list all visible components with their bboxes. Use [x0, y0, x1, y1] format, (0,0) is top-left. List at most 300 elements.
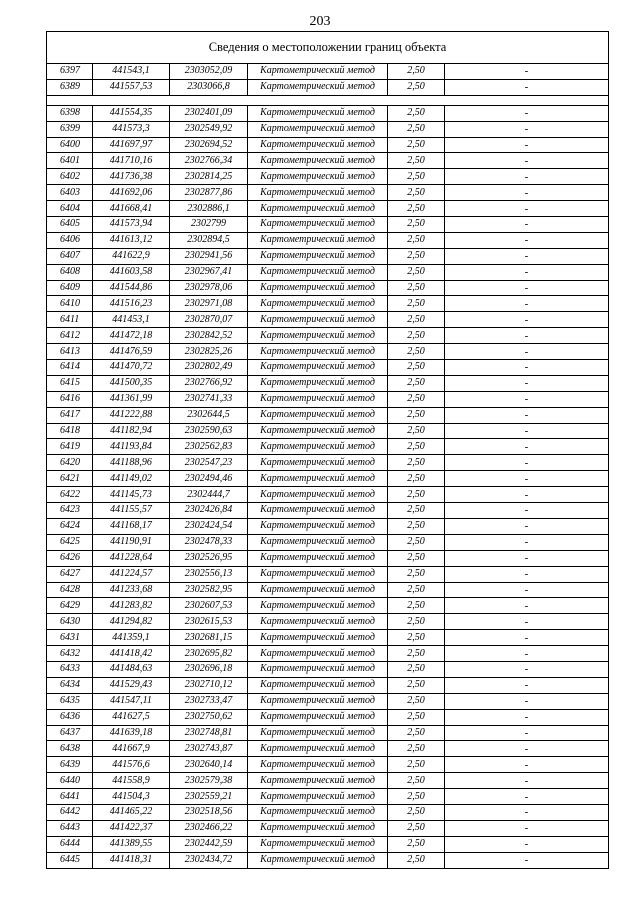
method-cell: Картометрический метод	[248, 503, 388, 519]
x-coordinate-cell: 441504,3	[93, 789, 170, 805]
point-number-cell: 6399	[47, 121, 93, 137]
x-coordinate-cell: 441233,68	[93, 582, 170, 598]
table-row	[47, 630, 609, 646]
method-cell: Картометрический метод	[248, 534, 388, 550]
table-row	[47, 804, 609, 820]
x-coordinate-cell: 441603,58	[93, 264, 170, 280]
description-cell: -	[445, 518, 609, 534]
method-cell: Картометрический метод	[248, 646, 388, 662]
table-row	[47, 741, 609, 757]
table-row	[47, 391, 609, 407]
accuracy-cell: 2,50	[388, 550, 445, 566]
point-number-cell: 6406	[47, 232, 93, 248]
table-row	[47, 312, 609, 328]
accuracy-cell: 2,50	[388, 64, 445, 80]
point-number-cell: 6410	[47, 296, 93, 312]
description-cell: -	[445, 79, 609, 95]
description-cell: -	[445, 169, 609, 185]
x-coordinate-cell: 441547,11	[93, 693, 170, 709]
method-cell: Картометрический метод	[248, 217, 388, 233]
y-coordinate-cell: 2302559,21	[170, 789, 248, 805]
description-cell: -	[445, 280, 609, 296]
accuracy-cell: 2,50	[388, 217, 445, 233]
method-cell: Картометрический метод	[248, 439, 388, 455]
method-cell: Картометрический метод	[248, 360, 388, 376]
description-cell: -	[445, 185, 609, 201]
x-coordinate-cell: 441627,5	[93, 709, 170, 725]
y-coordinate-cell: 2302644,5	[170, 407, 248, 423]
point-number-cell: 6420	[47, 455, 93, 471]
method-cell: Картометрический метод	[248, 423, 388, 439]
x-coordinate-cell: 441422,37	[93, 820, 170, 836]
point-number-cell: 6434	[47, 677, 93, 693]
table-row	[47, 487, 609, 503]
accuracy-cell: 2,50	[388, 439, 445, 455]
x-coordinate-cell: 441543,1	[93, 64, 170, 80]
table-row	[47, 79, 609, 95]
method-cell: Картометрический метод	[248, 471, 388, 487]
description-cell: -	[445, 630, 609, 646]
description-cell: -	[445, 232, 609, 248]
section-title: Сведения о местоположении границ объекта	[47, 32, 609, 64]
table-row	[47, 789, 609, 805]
point-number-cell: 6443	[47, 820, 93, 836]
y-coordinate-cell: 2302842,52	[170, 328, 248, 344]
description-cell: -	[445, 407, 609, 423]
method-cell: Картометрический метод	[248, 201, 388, 217]
description-cell: -	[445, 582, 609, 598]
method-cell: Картометрический метод	[248, 344, 388, 360]
y-coordinate-cell: 2302547,23	[170, 455, 248, 471]
accuracy-cell: 2,50	[388, 709, 445, 725]
point-number-cell: 6435	[47, 693, 93, 709]
description-cell: -	[445, 646, 609, 662]
point-number-cell: 6411	[47, 312, 93, 328]
table-row	[47, 677, 609, 693]
table-row	[47, 375, 609, 391]
x-coordinate-cell: 441228,64	[93, 550, 170, 566]
accuracy-cell: 2,50	[388, 312, 445, 328]
description-cell: -	[445, 153, 609, 169]
method-cell: Картометрический метод	[248, 407, 388, 423]
description-cell: -	[445, 757, 609, 773]
description-cell: -	[445, 217, 609, 233]
method-cell: Картометрический метод	[248, 153, 388, 169]
accuracy-cell: 2,50	[388, 232, 445, 248]
method-cell: Картометрический метод	[248, 661, 388, 677]
accuracy-cell: 2,50	[388, 582, 445, 598]
y-coordinate-cell: 2302526,95	[170, 550, 248, 566]
y-coordinate-cell: 2302640,14	[170, 757, 248, 773]
x-coordinate-cell: 441182,94	[93, 423, 170, 439]
x-coordinate-cell: 441710,16	[93, 153, 170, 169]
description-cell: -	[445, 264, 609, 280]
point-number-cell: 6419	[47, 439, 93, 455]
point-number-cell: 6415	[47, 375, 93, 391]
method-cell: Картометрический метод	[248, 79, 388, 95]
point-number-cell: 6400	[47, 137, 93, 153]
x-coordinate-cell: 441476,59	[93, 344, 170, 360]
y-coordinate-cell: 2302886,1	[170, 201, 248, 217]
method-cell: Картометрический метод	[248, 248, 388, 264]
accuracy-cell: 2,50	[388, 121, 445, 137]
y-coordinate-cell: 2302562,83	[170, 439, 248, 455]
point-number-cell: 6430	[47, 614, 93, 630]
accuracy-cell: 2,50	[388, 789, 445, 805]
point-number-cell: 6432	[47, 646, 93, 662]
accuracy-cell: 2,50	[388, 455, 445, 471]
accuracy-cell: 2,50	[388, 201, 445, 217]
accuracy-cell: 2,50	[388, 264, 445, 280]
y-coordinate-cell: 2302478,33	[170, 534, 248, 550]
method-cell: Картометрический метод	[248, 137, 388, 153]
y-coordinate-cell: 2302681,15	[170, 630, 248, 646]
y-coordinate-cell: 2302401,09	[170, 105, 248, 121]
y-coordinate-cell: 2302590,63	[170, 423, 248, 439]
accuracy-cell: 2,50	[388, 566, 445, 582]
method-cell: Картометрический метод	[248, 105, 388, 121]
description-cell: -	[445, 598, 609, 614]
method-cell: Картометрический метод	[248, 820, 388, 836]
table-row	[47, 550, 609, 566]
table-row	[47, 185, 609, 201]
accuracy-cell: 2,50	[388, 852, 445, 868]
table-row	[47, 264, 609, 280]
method-cell: Картометрический метод	[248, 836, 388, 852]
x-coordinate-cell: 441484,63	[93, 661, 170, 677]
point-number-cell: 6439	[47, 757, 93, 773]
y-coordinate-cell: 2302814,25	[170, 169, 248, 185]
table-row	[47, 503, 609, 519]
x-coordinate-cell: 441155,57	[93, 503, 170, 519]
point-number-cell: 6413	[47, 344, 93, 360]
accuracy-cell: 2,50	[388, 598, 445, 614]
description-cell: -	[445, 328, 609, 344]
accuracy-cell: 2,50	[388, 614, 445, 630]
section-header-row	[47, 32, 609, 64]
description-cell: -	[445, 360, 609, 376]
point-number-cell: 6402	[47, 169, 93, 185]
table-row	[47, 582, 609, 598]
table-row	[47, 471, 609, 487]
x-coordinate-cell: 441697,97	[93, 137, 170, 153]
table-divider-row	[47, 95, 609, 105]
method-cell: Картометрический метод	[248, 185, 388, 201]
method-cell: Картометрический метод	[248, 550, 388, 566]
accuracy-cell: 2,50	[388, 407, 445, 423]
y-coordinate-cell: 2302710,12	[170, 677, 248, 693]
coordinates-table	[46, 31, 609, 869]
x-coordinate-cell: 441149,02	[93, 471, 170, 487]
y-coordinate-cell: 2302607,53	[170, 598, 248, 614]
method-cell: Картометрический метод	[248, 566, 388, 582]
point-number-cell: 6437	[47, 725, 93, 741]
table-row	[47, 820, 609, 836]
x-coordinate-cell: 441554,35	[93, 105, 170, 121]
y-coordinate-cell: 2302799	[170, 217, 248, 233]
description-cell: -	[445, 105, 609, 121]
point-number-cell: 6401	[47, 153, 93, 169]
y-coordinate-cell: 2302802,49	[170, 360, 248, 376]
y-coordinate-cell: 2302978,06	[170, 280, 248, 296]
accuracy-cell: 2,50	[388, 646, 445, 662]
table-row	[47, 455, 609, 471]
y-coordinate-cell: 2302434,72	[170, 852, 248, 868]
y-coordinate-cell: 2302442,59	[170, 836, 248, 852]
method-cell: Картометрический метод	[248, 518, 388, 534]
x-coordinate-cell: 441222,88	[93, 407, 170, 423]
accuracy-cell: 2,50	[388, 360, 445, 376]
table-row	[47, 137, 609, 153]
accuracy-cell: 2,50	[388, 105, 445, 121]
table-row	[47, 725, 609, 741]
method-cell: Картометрический метод	[248, 677, 388, 693]
accuracy-cell: 2,50	[388, 79, 445, 95]
point-number-cell: 6404	[47, 201, 93, 217]
accuracy-cell: 2,50	[388, 630, 445, 646]
x-coordinate-cell: 441613,12	[93, 232, 170, 248]
point-number-cell: 6423	[47, 503, 93, 519]
y-coordinate-cell: 2302766,92	[170, 375, 248, 391]
y-coordinate-cell: 2302556,13	[170, 566, 248, 582]
method-cell: Картометрический метод	[248, 741, 388, 757]
accuracy-cell: 2,50	[388, 185, 445, 201]
table-row	[47, 693, 609, 709]
accuracy-cell: 2,50	[388, 804, 445, 820]
accuracy-cell: 2,50	[388, 169, 445, 185]
description-cell: -	[445, 503, 609, 519]
point-number-cell: 6414	[47, 360, 93, 376]
point-number-cell: 6445	[47, 852, 93, 868]
y-coordinate-cell: 2302444,7	[170, 487, 248, 503]
x-coordinate-cell: 441359,1	[93, 630, 170, 646]
accuracy-cell: 2,50	[388, 661, 445, 677]
divider-cell	[47, 95, 609, 105]
description-cell: -	[445, 391, 609, 407]
table-row	[47, 153, 609, 169]
y-coordinate-cell: 2302825,26	[170, 344, 248, 360]
point-number-cell: 6417	[47, 407, 93, 423]
y-coordinate-cell: 2302466,22	[170, 820, 248, 836]
point-number-cell: 6424	[47, 518, 93, 534]
accuracy-cell: 2,50	[388, 693, 445, 709]
point-number-cell: 6433	[47, 661, 93, 677]
method-cell: Картометрический метод	[248, 391, 388, 407]
method-cell: Картометрический метод	[248, 709, 388, 725]
accuracy-cell: 2,50	[388, 503, 445, 519]
x-coordinate-cell: 441544,86	[93, 280, 170, 296]
accuracy-cell: 2,50	[388, 375, 445, 391]
description-cell: -	[445, 661, 609, 677]
description-cell: -	[445, 137, 609, 153]
table-row	[47, 852, 609, 868]
description-cell: -	[445, 375, 609, 391]
point-number-cell: 6397	[47, 64, 93, 80]
accuracy-cell: 2,50	[388, 423, 445, 439]
method-cell: Картометрический метод	[248, 121, 388, 137]
point-number-cell: 6412	[47, 328, 93, 344]
x-coordinate-cell: 441389,55	[93, 836, 170, 852]
description-cell: -	[445, 344, 609, 360]
y-coordinate-cell: 2302870,07	[170, 312, 248, 328]
x-coordinate-cell: 441667,9	[93, 741, 170, 757]
point-number-cell: 6409	[47, 280, 93, 296]
description-cell: -	[445, 248, 609, 264]
accuracy-cell: 2,50	[388, 741, 445, 757]
method-cell: Картометрический метод	[248, 852, 388, 868]
x-coordinate-cell: 441188,96	[93, 455, 170, 471]
y-coordinate-cell: 2302695,82	[170, 646, 248, 662]
point-number-cell: 6405	[47, 217, 93, 233]
description-cell: -	[445, 741, 609, 757]
table-row	[47, 757, 609, 773]
x-coordinate-cell: 441418,42	[93, 646, 170, 662]
table-row	[47, 614, 609, 630]
y-coordinate-cell: 2302696,18	[170, 661, 248, 677]
method-cell: Картометрический метод	[248, 64, 388, 80]
description-cell: -	[445, 820, 609, 836]
table-row	[47, 201, 609, 217]
table-row	[47, 423, 609, 439]
method-cell: Картометрический метод	[248, 614, 388, 630]
x-coordinate-cell: 441145,73	[93, 487, 170, 503]
x-coordinate-cell: 441692,06	[93, 185, 170, 201]
description-cell: -	[445, 836, 609, 852]
x-coordinate-cell: 441668,41	[93, 201, 170, 217]
method-cell: Картометрический метод	[248, 232, 388, 248]
accuracy-cell: 2,50	[388, 677, 445, 693]
x-coordinate-cell: 441529,43	[93, 677, 170, 693]
accuracy-cell: 2,50	[388, 137, 445, 153]
x-coordinate-cell: 441500,35	[93, 375, 170, 391]
page-number: 203	[309, 14, 331, 29]
point-number-cell: 6426	[47, 550, 93, 566]
accuracy-cell: 2,50	[388, 248, 445, 264]
accuracy-cell: 2,50	[388, 344, 445, 360]
y-coordinate-cell: 2302766,34	[170, 153, 248, 169]
method-cell: Картометрический метод	[248, 789, 388, 805]
method-cell: Картометрический метод	[248, 598, 388, 614]
x-coordinate-cell: 441558,9	[93, 773, 170, 789]
description-cell: -	[445, 64, 609, 80]
y-coordinate-cell: 2302615,53	[170, 614, 248, 630]
x-coordinate-cell: 441193,84	[93, 439, 170, 455]
description-cell: -	[445, 725, 609, 741]
x-coordinate-cell: 441557,53	[93, 79, 170, 95]
description-cell: -	[445, 709, 609, 725]
point-number-cell: 6416	[47, 391, 93, 407]
y-coordinate-cell: 2302743,87	[170, 741, 248, 757]
y-coordinate-cell: 2302733,47	[170, 693, 248, 709]
x-coordinate-cell: 441294,82	[93, 614, 170, 630]
table-row	[47, 296, 609, 312]
point-number-cell: 6431	[47, 630, 93, 646]
x-coordinate-cell: 441736,38	[93, 169, 170, 185]
method-cell: Картометрический метод	[248, 773, 388, 789]
description-cell: -	[445, 566, 609, 582]
method-cell: Картометрический метод	[248, 804, 388, 820]
point-number-cell: 6427	[47, 566, 93, 582]
y-coordinate-cell: 2303052,09	[170, 64, 248, 80]
x-coordinate-cell: 441573,3	[93, 121, 170, 137]
accuracy-cell: 2,50	[388, 820, 445, 836]
table-row	[47, 248, 609, 264]
x-coordinate-cell: 441639,18	[93, 725, 170, 741]
y-coordinate-cell: 2302549,92	[170, 121, 248, 137]
x-coordinate-cell: 441576,6	[93, 757, 170, 773]
description-cell: -	[445, 471, 609, 487]
table-row	[47, 328, 609, 344]
table-row	[47, 534, 609, 550]
method-cell: Картометрический метод	[248, 487, 388, 503]
point-number-cell: 6408	[47, 264, 93, 280]
point-number-cell: 6440	[47, 773, 93, 789]
x-coordinate-cell: 441283,82	[93, 598, 170, 614]
y-coordinate-cell: 2302741,33	[170, 391, 248, 407]
description-cell: -	[445, 455, 609, 471]
table-row	[47, 105, 609, 121]
accuracy-cell: 2,50	[388, 836, 445, 852]
table-row	[47, 360, 609, 376]
point-number-cell: 6389	[47, 79, 93, 95]
y-coordinate-cell: 2302748,81	[170, 725, 248, 741]
table-row	[47, 773, 609, 789]
table-row	[47, 518, 609, 534]
description-cell: -	[445, 312, 609, 328]
table-row	[47, 598, 609, 614]
point-number-cell: 6438	[47, 741, 93, 757]
table-row	[47, 566, 609, 582]
point-number-cell: 6398	[47, 105, 93, 121]
method-cell: Картометрический метод	[248, 328, 388, 344]
table-row	[47, 344, 609, 360]
y-coordinate-cell: 2302750,62	[170, 709, 248, 725]
method-cell: Картометрический метод	[248, 725, 388, 741]
table-row	[47, 232, 609, 248]
accuracy-cell: 2,50	[388, 487, 445, 503]
accuracy-cell: 2,50	[388, 471, 445, 487]
y-coordinate-cell: 2302694,52	[170, 137, 248, 153]
x-coordinate-cell: 441465,22	[93, 804, 170, 820]
description-cell: -	[445, 789, 609, 805]
y-coordinate-cell: 2302424,54	[170, 518, 248, 534]
description-cell: -	[445, 773, 609, 789]
accuracy-cell: 2,50	[388, 153, 445, 169]
x-coordinate-cell: 441472,18	[93, 328, 170, 344]
method-cell: Картометрический метод	[248, 757, 388, 773]
y-coordinate-cell: 2302426,84	[170, 503, 248, 519]
method-cell: Картометрический метод	[248, 375, 388, 391]
y-coordinate-cell: 2303066,8	[170, 79, 248, 95]
accuracy-cell: 2,50	[388, 757, 445, 773]
x-coordinate-cell: 441516,23	[93, 296, 170, 312]
method-cell: Картометрический метод	[248, 312, 388, 328]
description-cell: -	[445, 550, 609, 566]
description-cell: -	[445, 677, 609, 693]
table-row	[47, 836, 609, 852]
y-coordinate-cell: 2302894,5	[170, 232, 248, 248]
y-coordinate-cell: 2302518,56	[170, 804, 248, 820]
method-cell: Картометрический метод	[248, 264, 388, 280]
x-coordinate-cell: 441470,72	[93, 360, 170, 376]
description-cell: -	[445, 693, 609, 709]
description-cell: -	[445, 423, 609, 439]
method-cell: Картометрический метод	[248, 693, 388, 709]
point-number-cell: 6425	[47, 534, 93, 550]
table-row	[47, 439, 609, 455]
point-number-cell: 6444	[47, 836, 93, 852]
point-number-cell: 6422	[47, 487, 93, 503]
